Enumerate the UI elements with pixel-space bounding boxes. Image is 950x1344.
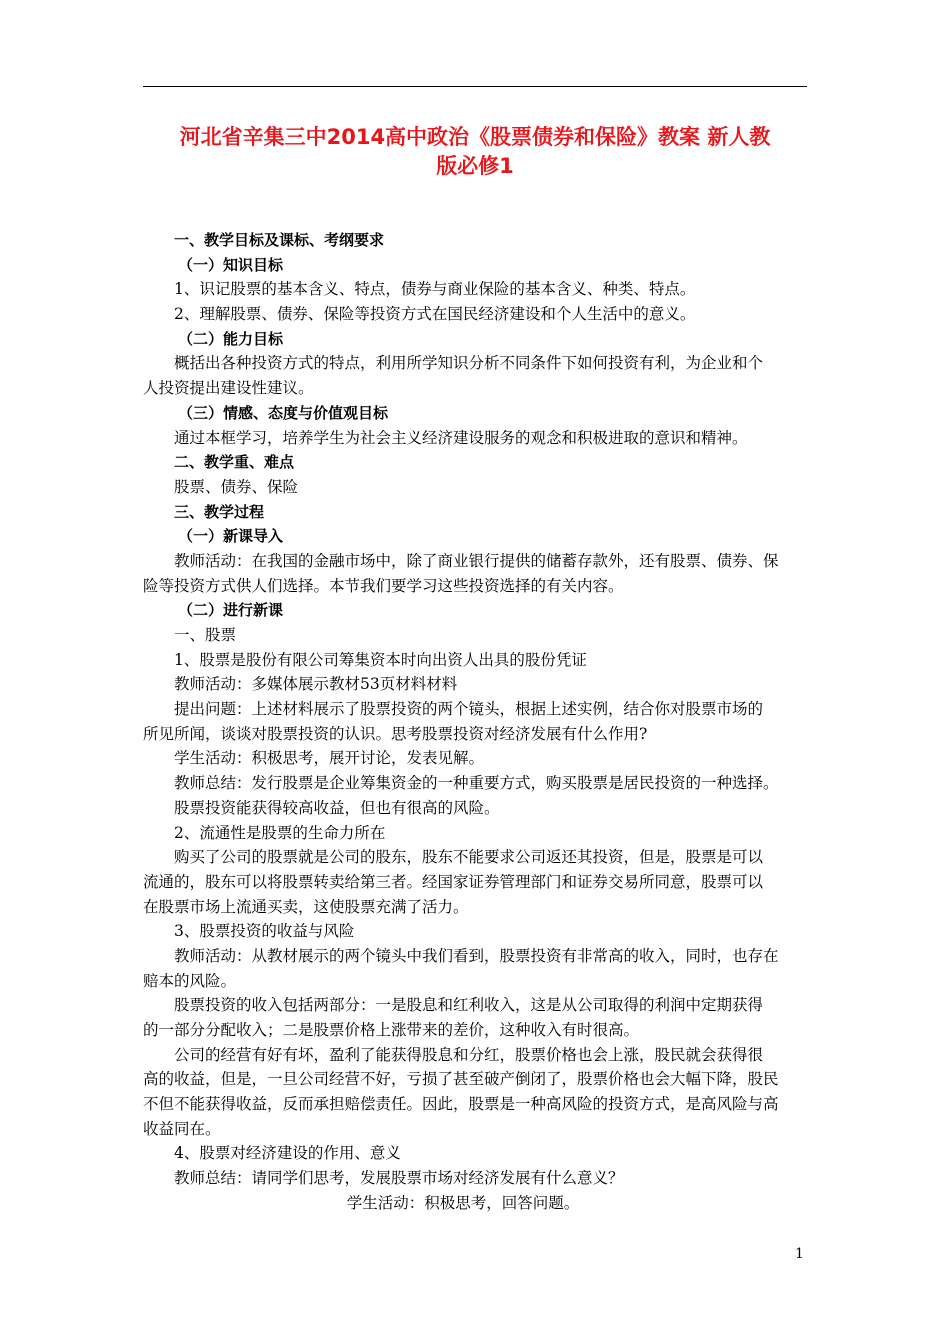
paragraph-line: 收益同在。 [143, 1119, 221, 1138]
paragraph-line: 的一部分分配收入；二是股票价格上涨带来的差价，这种收入有时很高。 [143, 1021, 640, 1039]
paragraph-line: 一、股票 [174, 626, 237, 644]
title-line-2: 版必修1 [436, 154, 514, 178]
paragraph-line: 股票投资能获得较高收益，但也有很高的风险。 [174, 798, 500, 817]
paragraph-line: 高的收益，但是，一旦公司经营不好，亏损了甚至破产倒闭了，股票价格也会大幅下降，股民 [143, 1070, 779, 1089]
top-rule [143, 86, 807, 87]
paragraph-line: 2、流通性是股票的生命力所在 [174, 823, 386, 842]
paragraph-line: 购买了公司的股票就是公司的股东，股东不能要求公司返还其投资，但是，股票是可以 [174, 848, 764, 867]
subsection-heading: （二）能力目标 [178, 329, 284, 348]
document-title [143, 123, 807, 181]
paragraph-line: 1、股票是股份有限公司筹集资本时向出资人出具的股份凭证 [174, 650, 587, 669]
subsection-heading: （二）进行新课 [178, 601, 284, 620]
paragraph-line: 教师总结：请同学们思考，发展股票市场对经济发展有什么意义？ [174, 1169, 624, 1188]
paragraph-line: 股票投资的收入包括两部分：一是股息和红利收入，这是从公司取得的利润中定期获得 [174, 996, 764, 1015]
paragraph-line: 不但不能获得收益，反而承担赔偿责任。因此，股票是一种高风险的投资方式，是高风险与高 [143, 1095, 779, 1114]
paragraph-line: 在股票市场上流通买卖，这使股票充满了活力。 [143, 897, 469, 916]
paragraph-line: 概括出各种投资方式的特点，利用所学知识分析不同条件下如何投资有利，为企业和个 [174, 354, 764, 373]
paragraph-line: 提出问题：上述材料展示了股票投资的两个镜头，根据上述实例，结合你对股票市场的 [174, 700, 764, 719]
paragraph-line: 教师活动：从教材展示的两个镜头中我们看到，股票投资有非常高的收入，同时，也存在 [174, 946, 779, 965]
subsection-heading: （一）知识目标 [178, 255, 284, 274]
section-heading: 三、教学过程 [174, 502, 265, 521]
paragraph-line: 教师活动：多媒体展示教材53页材料材料 [174, 675, 458, 694]
document-body [143, 228, 814, 1216]
paragraph-line: 险等投资方式供人们选择。本节我们要学习这些投资选择的有关内容。 [143, 576, 624, 595]
paragraph-line: 2、理解股票、债券、保险等投资方式在国民经济建设和个人生活中的意义。 [174, 305, 696, 324]
section-heading: 二、教学重、难点 [174, 453, 295, 472]
title-line-1: 河北省辛集三中2014高中政治《股票债券和保险》教案 新人教 [179, 125, 771, 149]
paragraph-line: 教师活动：在我国的金融市场中，除了商业银行提供的储蓄存款外，还有股票、债券、保 [174, 551, 779, 570]
paragraph-line: 流通的，股东可以将股票转卖给第三者。经国家证券管理部门和证券交易所同意，股票可以 [143, 872, 764, 891]
section-heading: 一、教学目标及课标、考纲要求 [174, 231, 385, 249]
paragraph-line: 所见所闻，谈谈对股票投资的认识。思考股票投资对经济发展有什么作用? [143, 724, 648, 743]
paragraph-line: 教师总结：发行股票是企业筹集资金的一种重要方式，购买股票是居民投资的一种选择。 [174, 774, 779, 793]
paragraph-line: 1、识记股票的基本含义、特点，债券与商业保险的基本含义、种类、特点。 [174, 280, 696, 299]
paragraph-line: 公司的经营有好有坏，盈利了能获得股息和分红，股票价格也会上涨，股民就会获得很 [174, 1045, 764, 1064]
subsection-heading: （三）情感、态度与价值观目标 [178, 403, 389, 422]
page-number: 1 [795, 1246, 804, 1262]
paragraph-line: 股票、债券、保险 [174, 477, 299, 496]
subsection-heading: （一）新课导入 [178, 527, 284, 546]
paragraph-line: 学生活动：积极思考，展开讨论，发表见解。 [174, 749, 485, 768]
paragraph-line-centered: 学生活动：积极思考，回答问题。 [346, 1193, 580, 1212]
paragraph-line: 3、股票投资的收益与风险 [174, 922, 355, 941]
paragraph-line: 赔本的风险。 [143, 971, 237, 990]
paragraph-line: 人投资提出建设性建议。 [143, 379, 314, 398]
paragraph-line: 4、股票对经济建设的作用、意义 [174, 1144, 401, 1163]
paragraph-line: 通过本框学习，培养学生为社会主义经济建设服务的观念和积极进取的意识和精神。 [174, 428, 748, 447]
